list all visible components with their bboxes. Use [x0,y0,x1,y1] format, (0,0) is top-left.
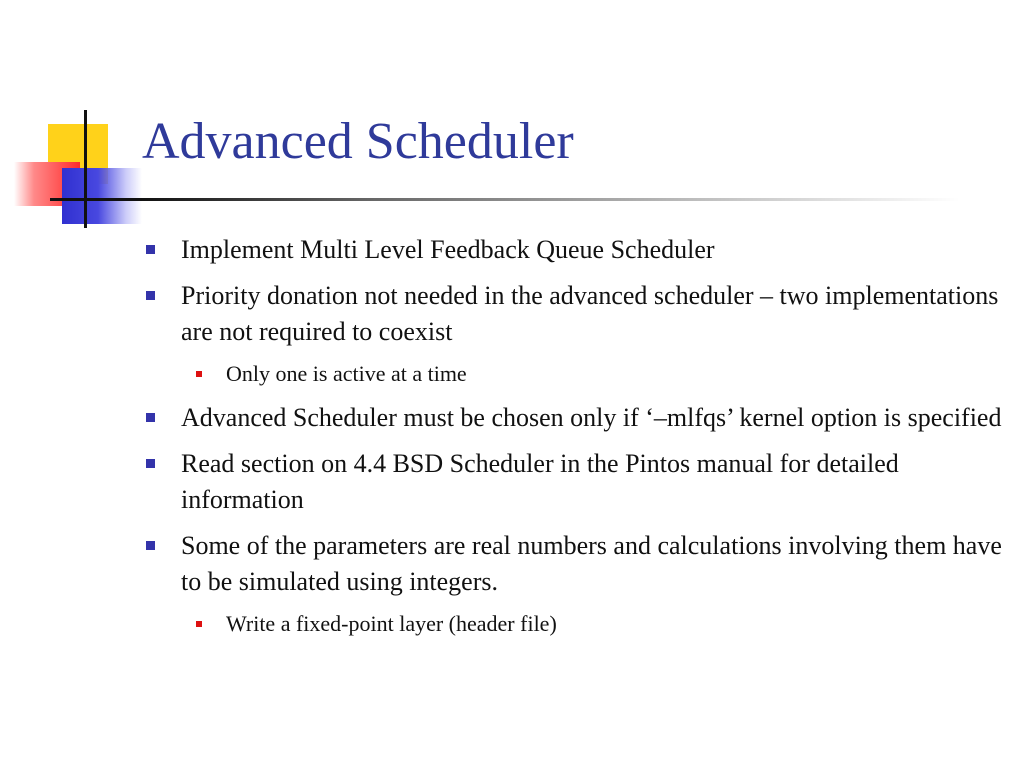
title-underline [50,198,960,201]
decorative-blue-bar [62,168,142,224]
slide-title: Advanced Scheduler [142,113,574,170]
bullet-item [144,528,1004,600]
bullet-text: Advanced Scheduler must be chosen only if ‘–mlfqs’ kernel option is specified [181,403,1002,432]
square-bullet-icon [146,541,155,550]
bullet-item [144,278,1004,350]
sub-bullet-item [144,610,1004,638]
sub-bullet-text: Only one is active at a time [226,361,467,386]
sub-bullet-text: Write a fixed-point layer (header file) [226,611,557,636]
bullet-item [144,400,1004,436]
bullet-text: Priority donation not needed in the advanced scheduler – two implementations are not required to coexist [181,281,999,346]
decorative-vertical-line [84,110,87,228]
sub-bullet-item [144,360,1004,388]
square-sub-bullet-icon [196,371,202,377]
square-sub-bullet-icon [196,621,202,627]
square-bullet-icon [146,291,155,300]
bullet-text: Read section on 4.4 BSD Scheduler in the Pintos manual for detailed information [181,449,899,514]
bullet-text: Implement Multi Level Feedback Queue Scheduler [181,235,715,264]
bullet-list [144,232,1004,650]
bullet-text: Some of the parameters are real numbers and calculations involving them have to be simulated using integers. [181,531,1002,596]
bullet-item [144,446,1004,518]
square-bullet-icon [146,459,155,468]
bullet-item [144,232,1004,268]
square-bullet-icon [146,413,155,422]
square-bullet-icon [146,245,155,254]
